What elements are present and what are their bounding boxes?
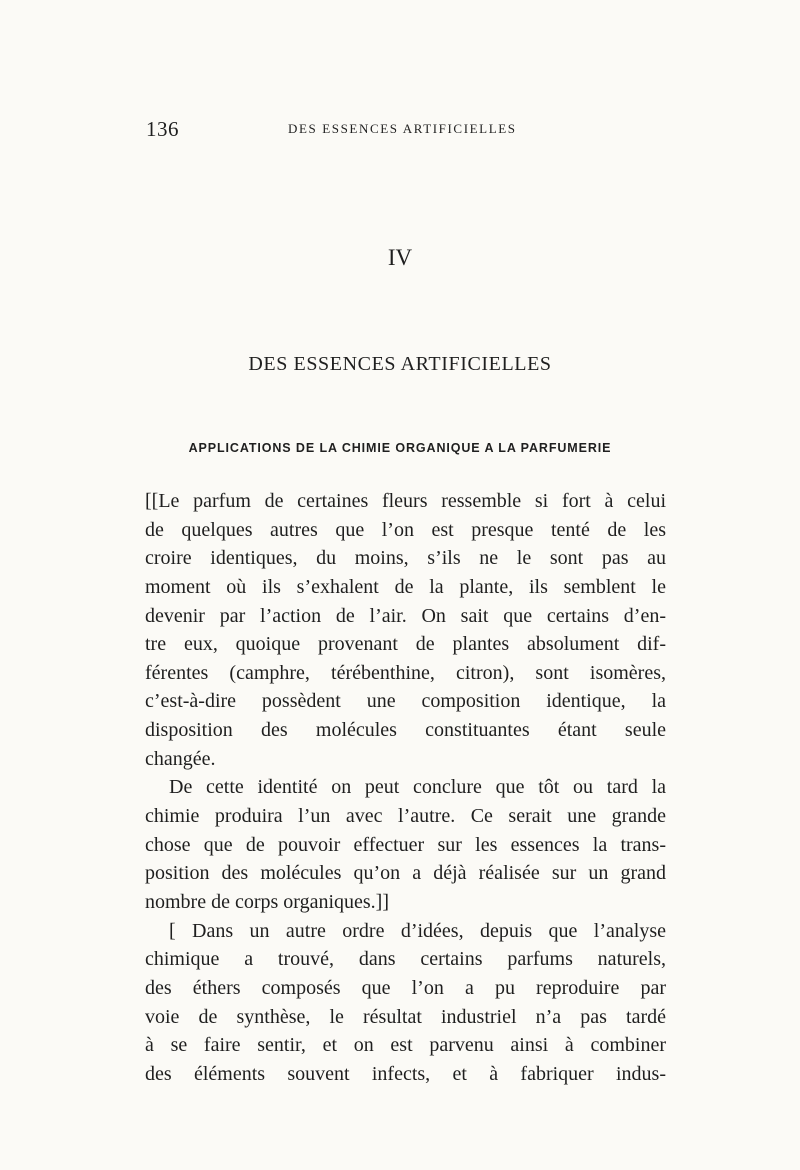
text-line: c’est-à-dire possèdent une composition identique, la [145, 690, 666, 713]
text-line: disposition des molécules constituantes étant seule [145, 719, 666, 742]
text-line: chimie produira l’un avec l’autre. Ce serait une grande [145, 805, 666, 828]
text-line: des éléments souvent infects, et à fabriquer indus- [145, 1062, 666, 1085]
text-line: [[Le parfum de certaines fleurs ressemble si fort à celui [145, 490, 666, 512]
text-line: férentes (camphre, térébenthine, citron), sont isomères, [145, 661, 666, 684]
text-line: chose que de pouvoir effectuer sur les essences la trans- [145, 833, 666, 856]
text-line: nombre de corps organiques.]] [145, 890, 390, 913]
text-line: des éthers composés que l’on a pu reproduire par [145, 976, 666, 999]
text-line: position des molécules qu’on a déjà réalisée sur un grand [145, 862, 666, 885]
text-line: De cette identité on peut conclure que tôt ou tard la [169, 776, 666, 799]
text-line: chimique a trouvé, dans certains parfums naturels, [145, 948, 666, 971]
chapter-subtitle: APPLICATIONS DE LA CHIMIE ORGANIQUE A LA PARFUMERIE [188, 441, 612, 455]
text-line: devenir par l’action de l’air. On sait que certains d’en- [145, 604, 666, 627]
text-line: de quelques autres que l’on est presque tenté de les [145, 518, 666, 541]
text-line: voie de synthèse, le résultat industriel n’a pas tardé [145, 1005, 666, 1028]
text-line: changée. [145, 747, 216, 770]
text-line: [ Dans un autre ordre d’idées, depuis que l’analyse [169, 919, 666, 942]
running-head: DES ESSENCES ARTIFICIELLES [288, 121, 517, 136]
text-line: croire identiques, du moins, s’ils ne le sont pas au [145, 547, 666, 570]
body-text [145, 487, 666, 1088]
chapter-numeral: IV [387, 245, 413, 270]
text-line: moment où ils s’exhalent de la plante, ils semblent le [145, 575, 666, 598]
chapter-title: DES ESSENCES ARTIFICIELLES [248, 353, 552, 375]
page-number: 136 [146, 117, 179, 141]
text-line: tre eux, quoique provenant de plantes absolument dif- [145, 633, 666, 656]
text-line: à se faire sentir, et on est parvenu ainsi à combiner [145, 1034, 666, 1057]
